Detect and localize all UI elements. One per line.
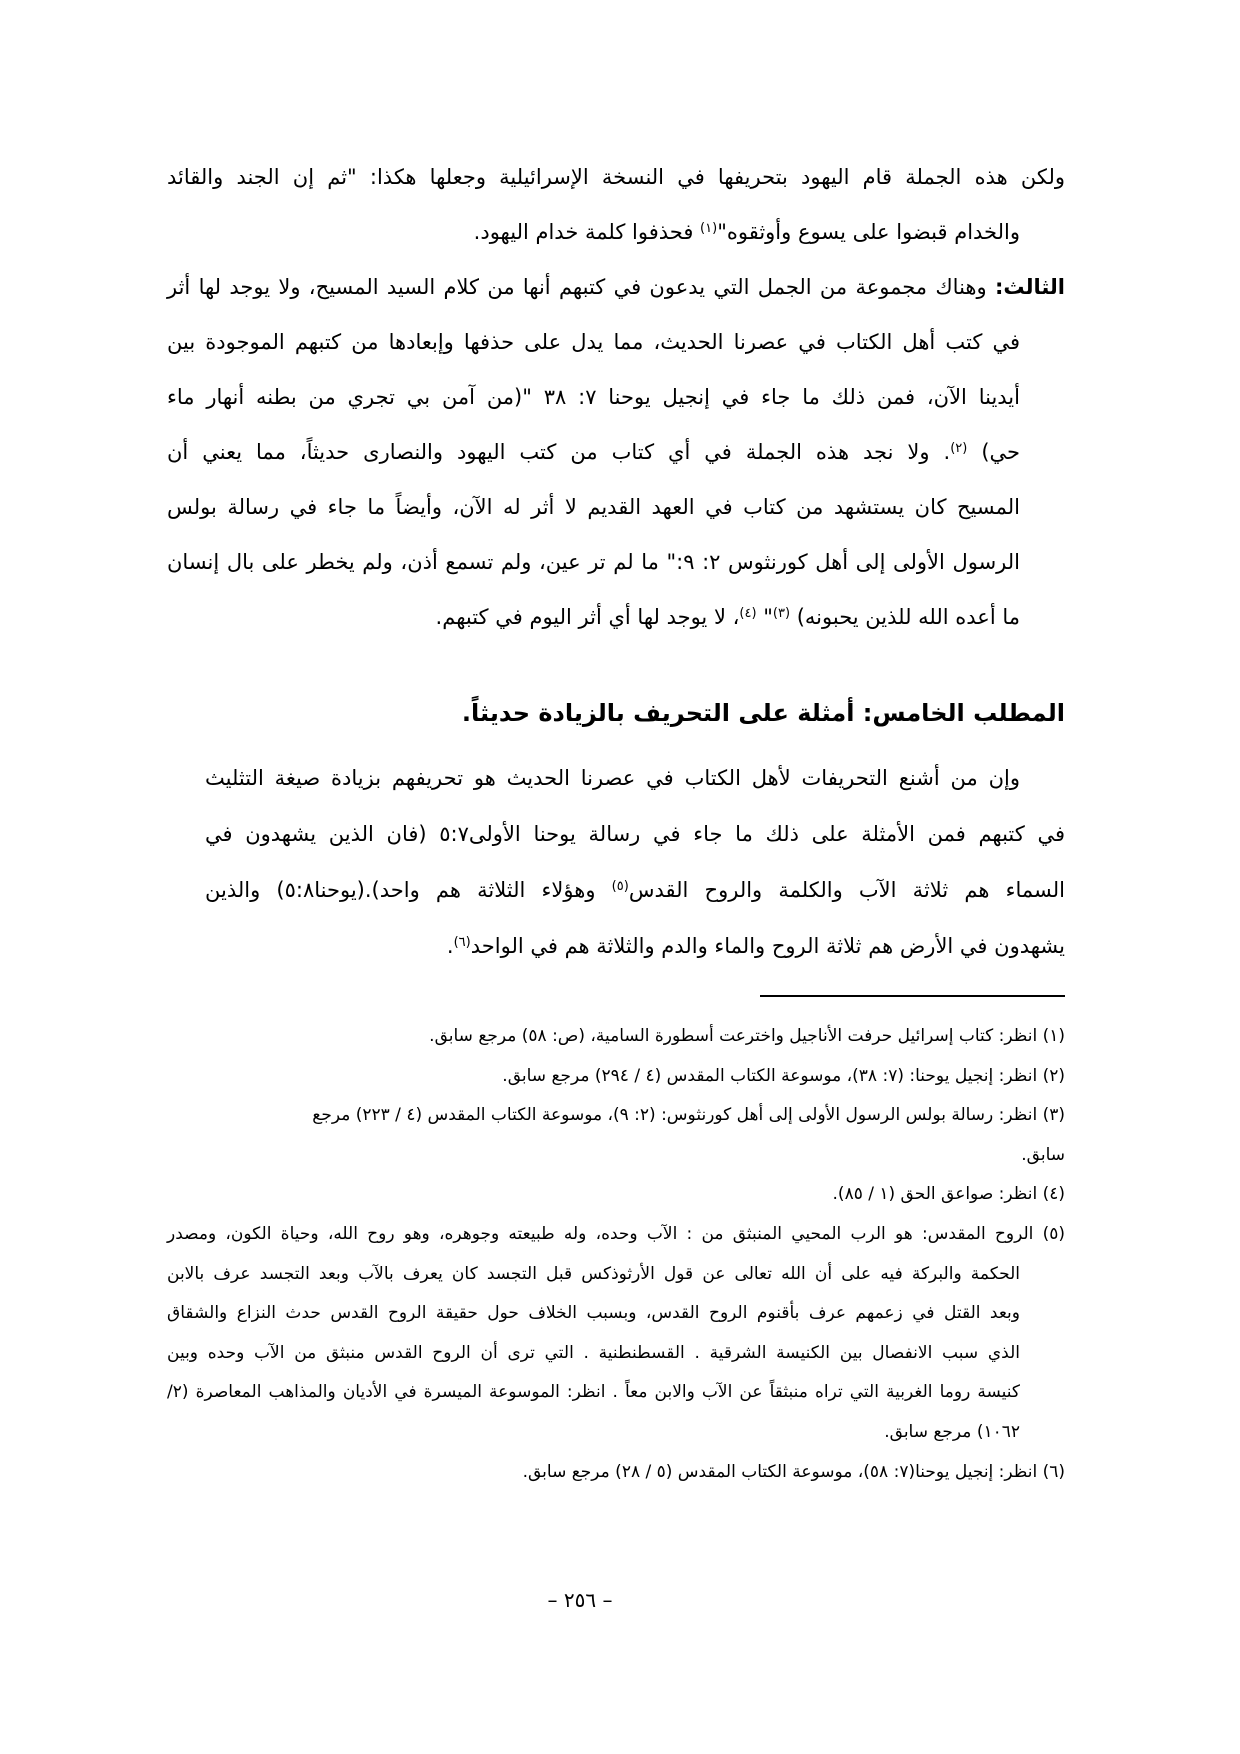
text-segment: وهناك مجموعة من الجمل التي يدعون في كتبهم أنها من كلام السيد المسيح، ولا يوجد لها أثر [167,275,995,299]
footnote-line: الحكمة والبركة فيه على أن الله تعالى عن قول الأرثوذكس قبل التجسد كان يعرف بالآب وبعد التجسد عرف بالابن [167,1263,1020,1284]
footnote-line: وبعد القتل في زعمهم عرف بأقنوم الروح القدس، وبسبب الخلاف حول حقيقة الروح القدس حدث النزاع والشقاق [167,1303,1020,1324]
section-heading-block [167,686,1065,741]
text-line [167,590,1065,645]
text-line: أيدينا الآن، فمن ذلك ما جاء في إنجيل يوحنا ٧: ٣٨ "(من آمن بي تجري من بطنه أنهار ماء [167,385,1020,409]
body-text-block [167,150,1065,645]
text-line: في كتب أهل الكتاب في عصرنا الحديث، مما يدل على حذفها وإبعادها من كتبهم الموجودة بين [167,330,1020,354]
footnote-line: (٢) انظر: إنجيل يوحنا: (٧: ٣٨)، موسوعة الكتاب المقدس (٤ / ٢٩٤) مرجع سابق. [502,1065,1065,1086]
footnote-ref: (٥) [611,878,629,894]
text-segment: . ولا نجد هذه الجملة في أي كتاب من كتب اليهود والنصارى حديثاً، مما يعني أن [167,440,951,464]
footnote-ref: (٤) [739,605,757,621]
text-segment: فحذفوا كلمة خدام اليهود. [473,220,701,244]
footnote-line: (٦) انظر: إنجيل يوحنا(٧: ٥٨)، موسوعة الكتاب المقدس (٥ / ٢٨) مرجع سابق. [522,1461,1065,1482]
footnotes [167,1017,1065,1492]
text-segment: ، لا يوجد لها أي أثر اليوم في كتبهم. [435,605,740,629]
footnote-line: سابق. [1021,1144,1065,1165]
text-line: في كتبهم فمن الأمثلة على ذلك ما جاء في رسالة يوحنا الأولى٥:٧ (فان الذين يشهدون في [205,822,1065,846]
footnote-ref: (٦) [453,934,471,950]
footnote-line: كنيسة روما الغربية التي تراه منبثقاً عن الآب والابن معاً . انظر: الموسوعة الميسرة في الأديان والمذاهب المعاصرة (٢/ [167,1382,1020,1403]
text-line: ولكن هذه الجملة قام اليهود بتحريفها في النسخة الإسرائيلية وجعلها هكذا: "ثم إن الجند والقائد [167,165,1065,189]
text-segment: " [756,605,773,629]
footnote-ref: (٣) [772,605,791,621]
footnote-ref: (١) [700,220,718,236]
text-line [205,862,1065,918]
footnote-line: ١٠٦٢) مرجع سابق. [884,1421,1020,1442]
text-line [167,425,1065,480]
bold-label: الثالث: [994,275,1065,299]
text-line: وإن من أشنع التحريفات لأهل الكتاب في عصرنا الحديث هو تحريفهم بزيادة صيغة التثليث [205,766,1020,790]
page-number: – ٢٥٦ – [547,1588,613,1612]
text-segment: السماء هم ثلاثة الآب والكلمة والروح القدس [628,878,1065,902]
footnote-ref: (٢) [950,440,968,456]
text-line [205,918,1065,974]
body-paragraph [205,750,1065,974]
text-line [167,260,1065,315]
footnote-line: (٤) انظر: صواعق الحق (١ / ٨٥). [832,1184,1065,1205]
text-segment: حي) [967,440,1020,464]
section-heading: المطلب الخامس: أمثلة على التحريف بالزيادة حديثاً. [461,699,1065,727]
footnote-line: (٥) الروح المقدس: هو الرب المحيي المنبثق من : الآب وحده، وله طبيعته وجوهره، وهو روح الله، وحياة الكون، ومصدر [167,1223,1065,1244]
text-segment: يشهدون في الأرض هم ثلاثة الروح والماء والدم والثلاثة هم في الواحد [470,934,1065,958]
footnote-line: (٣) انظر: رسالة بولس الرسول الأولى إلى أهل كورنثوس: (٢: ٩)، موسوعة الكتاب المقدس (٤ / ٢٢٣) مرجع [312,1105,1065,1126]
text-segment: ما أعده الله للذين يحبونه) [790,605,1020,629]
footnote-line: الذي سبب الانفصال بين الكنيسة الشرقية . القسطنطنية . التي ترى أن الروح القدس منبثق من الآب وحده وبين [167,1342,1020,1363]
footnote-separator [760,995,1065,997]
text-segment: . [446,934,454,958]
text-segment: والخدام قبضوا على يسوع وأوثقوه" [717,220,1020,244]
text-line: الرسول الأولى إلى أهل كورنثوس ٢: ٩:" ما لم تر عين، ولم تسمع أذن، ولم يخطر على بال إنسان [167,550,1020,574]
text-line [167,205,1065,260]
footnote-line: (١) انظر: كتاب إسرائيل حرفت الأناجيل واخترعت أسطورة السامية، (ص: ٥٨) مرجع سابق. [429,1026,1065,1046]
text-segment: وهؤلاء الثلاثة هم واحد).(يوحنا٥:٨) والذين [205,878,612,902]
text-line: المسيح كان يستشهد من كتاب في العهد القديم لا أثر له الآن، وأيضاً ما جاء في رسالة بولس [167,495,1020,519]
